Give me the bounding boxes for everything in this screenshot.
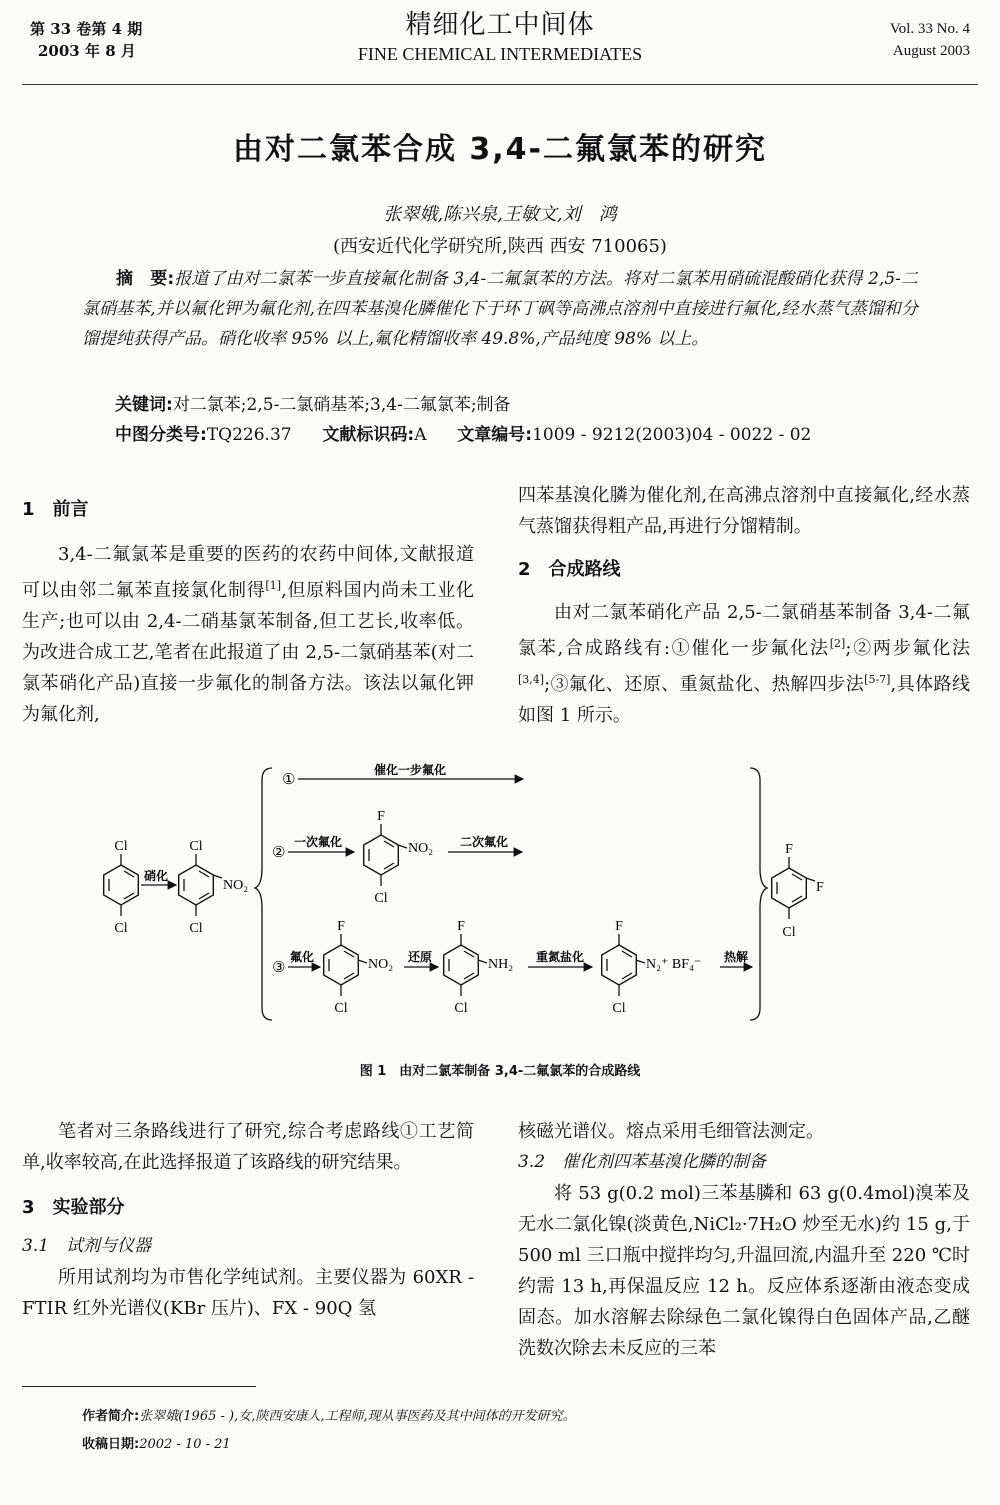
cl-label: Cl [374,891,388,906]
fluoro-chloro-nitrobenzene [364,809,434,906]
article-no: 1009 - 9212(2003)04 - 0022 - 02 [532,425,812,445]
article-no-label: 文章编号: [457,425,533,445]
route-2-marker: ② [272,845,286,861]
f-label: F [457,919,465,934]
volume-cn: 第 33 卷第 4 期 [30,20,143,38]
journal-name-cn: 精细化工中间体 [405,10,595,40]
intro-continued: 四苯基溴化膦为催化剂,在高沸点溶剂中直接氟化,经水蒸气蒸馏获得粗产品,再进行分馏精制。 [518,485,970,537]
second-fluorination-label: 二次氟化 [459,835,509,849]
abstract-label: 摘 要: [116,269,175,289]
nitration-label: 硝化 [143,869,169,883]
section-1-heading: 1 前言 [22,499,89,520]
right-column-top [518,480,970,731]
author-bio-label: 作者简介: [82,1409,140,1424]
cl-label: Cl [454,1001,468,1016]
clc-label: 中图分类号: [115,425,207,445]
classification [115,420,811,450]
p-dichlorobenzene [104,839,139,936]
citation-1: [1] [265,579,282,592]
f-label: F [785,842,793,857]
route-text-c: ;③氟化、还原、重氮盐化、热解四步法 [544,674,865,695]
author-bio-text: 张翠娥(1965 - ),女,陕西安康人,工程师,现从事医药及其中间体的开发研究。 [139,1409,576,1424]
date-cn: 2003 年 8 月 [38,42,136,60]
cl-label: Cl [189,839,203,854]
route-choice-paragraph: 笔者对三条路线进行了研究,综合考虑路线①工艺简单,收率较高,在此选择报道了该路线的研究结果。 [22,1121,474,1173]
citation-3-4: [3,4] [518,673,545,686]
left-column-top [22,494,474,730]
dichloronitrobenzene [179,839,249,936]
route-text-b: ;②两步氟化法 [845,638,970,659]
diazonium-salt [602,919,702,1016]
received-date-label: 收稿日期: [82,1437,140,1452]
footnote-rule [22,1386,256,1387]
instruments-continued: 核磁光谱仪。熔点采用毛细管法测定。 [518,1121,824,1142]
fluoro-chloro-nitrobenzene-2 [324,919,394,1016]
cl-label: Cl [114,921,128,936]
cl-label: Cl [612,1001,626,1016]
received-date-text: 2002 - 10 - 21 [139,1437,231,1452]
route-1-label: 催化一步氟化 [373,763,447,777]
reagents-paragraph: 所用试剂均为市售化学纯试剂。主要仪器为 60XR - FTIR 红外光谱仪(KBr 压片)、FX - 90Q 氢 [22,1267,474,1319]
issue-info-en [890,18,970,62]
section-3-2-heading: 3.2 催化剂四苯基溴化膦的制备 [518,1152,767,1172]
abstract [82,264,918,354]
author-bio [82,1404,576,1430]
affiliation: (西安近代化学研究所,陕西 西安 710065) [333,236,667,257]
doc-code-label: 文献标识码: [322,425,415,445]
intro-text-b: ,但原料国内尚未工业化生产;也可以由 2,4-二硝基氯苯制备,但工艺长,收率低。为改进合成工艺,笔者在此报道了由 2,5-二氯硝基苯(对二氯苯硝化产品)直接一步氟化的制备方法。该法以氟化钾为氟化剂, [22,580,474,725]
right-column-bottom [518,1116,970,1364]
citation-2: [2] [829,637,846,650]
no2-label: NO₂ [368,957,394,972]
nh2-label: NH₂ [488,957,514,972]
right-brace [750,768,767,1020]
section-3-1-heading: 3.1 试剂与仪器 [22,1236,152,1256]
section-3-heading: 3 实验部分 [22,1197,125,1218]
first-fluorination-label: 一次氟化 [293,835,343,849]
difluorochlorobenzene-product [772,842,824,940]
no2-label: NO₂ [408,841,434,856]
f-label: F [615,919,623,934]
figure-caption: 图 1 由对二氯苯制备 3,4-二氟氯苯的合成路线 [359,1064,641,1079]
paper-title: 由对二氯苯合成 3,4-二氟氯苯的研究 [232,132,768,167]
issue-info-cn [30,18,142,62]
section-2-heading: 2 合成路线 [518,559,621,580]
synthesis-scheme [0,750,1000,1050]
f-label: F [377,809,385,824]
abstract-text: 报道了由对二氯苯一步直接氟化制备 3,4-二氟氯苯的方法。将对二氯苯用硝硫混酸硝化获得 2,5-二氯硝基苯,并以氟化钾为氟化剂,在四苯基溴化膦催化下于环丁砜等高沸点溶剂中直接进行氟化,经水蒸气蒸馏和分馏提纯获得产品。硝化收率 95% 以上,氟化精馏收率 49.8%,产品纯度 98% 以上。 [82,269,918,349]
left-column-bottom [22,1116,474,1324]
date-en: August 2003 [892,43,970,59]
section-1-paragraph [22,539,474,730]
route-1-marker: ① [282,772,296,788]
cl-label: Cl [334,1001,348,1016]
received-date [82,1432,231,1458]
diazotization-label: 重氮盐化 [535,950,585,964]
authors: 张翠娥,陈兴泉,王敏文,刘 鸿 [383,204,617,225]
reduction-label: 还原 [407,950,433,964]
header-rule [22,84,978,85]
cl-label: Cl [782,925,796,940]
volume-en: Vol. 33 No. 4 [889,21,970,37]
fluorination-label: 氟化 [289,950,315,964]
section-2-paragraph [518,597,970,731]
doc-code: A [414,425,427,445]
clc-code: TQ226.37 [206,425,292,445]
diazonium-label: N₂⁺ BF₄⁻ [646,957,702,972]
fluoro-chloro-aniline [444,919,514,1016]
route-3-marker: ③ [272,960,286,976]
pyrolysis-label: 热解 [723,950,749,964]
route-text-a: 由对二氯苯硝化产品 2,5-二氯硝基苯制备 3,4-二氟氯苯,合成路线有:①催化一步氟化法 [518,602,970,659]
route-text-d: ,具体路线如图 1 所示。 [518,674,970,726]
catalyst-paragraph: 将 53 g(0.2 mol)三苯基膦和 63 g(0.4mol)溴苯及无水二氯化镍(淡黄色,NiCl₂·7H₂O 炒至无水)约 15 g,于 500 ml 三口瓶中搅拌均匀,升温回流,内温升至 220 ℃时约需 13 h,再保温反应 12 h。反应体系逐渐由液态变成固态。加水溶解去除绿色二氯化镍得白色固体产品,乙醚洗数次除去未反应的三苯 [518,1183,971,1359]
keywords-label: 关键词: [115,395,173,415]
no2-label: NO₂ [223,878,249,893]
f-label: F [337,919,345,934]
citation-5-7: [5-7] [864,673,891,686]
cl-label: Cl [189,921,203,936]
intro-text-a: 3,4-二氟氯苯是重要的医药的农药中间体,文献报道可以由邻二氟苯直接氯化制得 [22,544,474,601]
keywords-text: 对二氯苯;2,5-二氯硝基苯;3,4-二氟氯苯;制备 [172,395,511,415]
f-label: F [816,880,824,895]
left-brace [255,768,272,1020]
keywords [115,390,511,420]
journal-name [300,8,700,66]
journal-name-en: FINE CHEMICAL INTERMEDIATES [357,44,643,64]
cl-label: Cl [114,839,128,854]
